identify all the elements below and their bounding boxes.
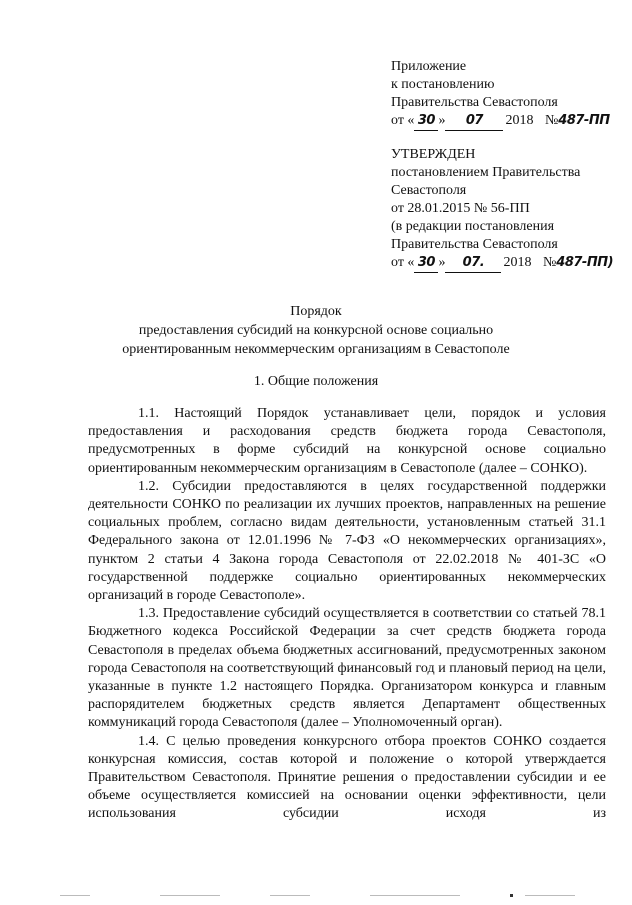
- approval-block: [391, 146, 613, 273]
- scan-noise: [40, 893, 600, 899]
- title-line-2: предоставления субсидий на конкурсной основе социально: [138, 323, 494, 338]
- approval-line-1: постановлением Правительства: [391, 165, 581, 180]
- approval-date-prefix: от «: [391, 255, 415, 270]
- appendix-line-2: к постановлению: [391, 77, 495, 92]
- approval-line-3: от 28.01.2015 № 56-ПП: [391, 201, 530, 216]
- appendix-day: 30: [414, 112, 438, 131]
- section-heading: 1. Общие положения: [253, 374, 379, 389]
- approval-month: 07.: [445, 254, 501, 273]
- paragraph-1-2: 1.2. Субсидии предоставляются в целях государственной поддержки деятельности СОНКО по реализации их лучших проектов, направленных на решение социальных проблем, согласно видам деятельности, установленным статьей 31.1 Федерального закона от 12.01.1996 № 7-ФЗ «О некоммерческих организациях», пунктом 2 статьи 4 Закона города Севастополя от 22.02.2018 № 401-ЗС «О государственной поддержке социально ориентированных некоммерческих организаций в городе Севастополе».: [88, 478, 606, 604]
- approval-line-2: Севастополя: [391, 183, 467, 198]
- approval-number: 487-ПП): [556, 255, 614, 270]
- title-line-3: ориентированным некоммерческим организациям в Севастополе: [122, 342, 510, 357]
- appendix-block: [391, 58, 610, 131]
- appendix-date-prefix: от «: [391, 113, 415, 128]
- approval-line-4: (в редакции постановления: [391, 219, 555, 234]
- paragraph-1-3: 1.3. Предоставление субсидий осуществляется в соответствии со статьей 78.1 Бюджетного кодекса Российской Федерации за счет средств бюджета города Севастополя в пределах объема бюджетных ассигнований, предусмотренных законом города Севастополя на соответствующий финансовый год и плановый период на цели, указанные в пункте 1.2 настоящего Порядка. Организатором конкурса и главным распорядителем бюджетных средств является Департамент общественных коммуникаций города Севастополя (далее – Уполномоченный орган).: [88, 606, 606, 731]
- appendix-date-line: [391, 112, 610, 131]
- title-line-1: Порядок: [290, 304, 342, 319]
- approval-day: 30: [414, 254, 438, 273]
- appendix-year: 2018: [505, 113, 534, 128]
- document-body: [88, 405, 606, 824]
- paragraph-1-1: 1.1. Настоящий Порядок устанавливает цели, порядок и условия предоставления и расходования средств бюджета города Севастополя, предусмотренных в форме субсидий на конкурсной основе социально ориентированным некоммерческим организациям в Севастополе (далее – СОНКО).: [88, 406, 606, 476]
- approval-date-mid: »: [438, 255, 446, 270]
- approval-date-line: [391, 254, 613, 273]
- appendix-date-mid: »: [438, 113, 446, 128]
- appendix-number: 487-ПП: [558, 113, 610, 128]
- paragraph-1-4: 1.4. С целью проведения конкурсного отбора проектов СОНКО создается конкурсная комиссия, состав которой и положение о которой утверждается Правительством Севастополя. Принятие решения о предоставлении субсидии и ее объеме осуществляется комиссией на основании оценки эффективности, цели использования субсидии исходя из: [88, 733, 606, 822]
- appendix-month: 07: [445, 112, 503, 131]
- approval-heading: УТВЕРЖДЕН: [391, 147, 476, 162]
- document-title: [0, 302, 632, 359]
- appendix-number-prefix: №: [544, 113, 559, 128]
- approval-line-5: Правительства Севастополя: [391, 237, 558, 252]
- appendix-line-3: Правительства Севастополя: [391, 95, 558, 110]
- approval-number-prefix: №: [542, 255, 557, 270]
- approval-year: 2018: [503, 255, 532, 270]
- appendix-line-1: Приложение: [391, 59, 467, 74]
